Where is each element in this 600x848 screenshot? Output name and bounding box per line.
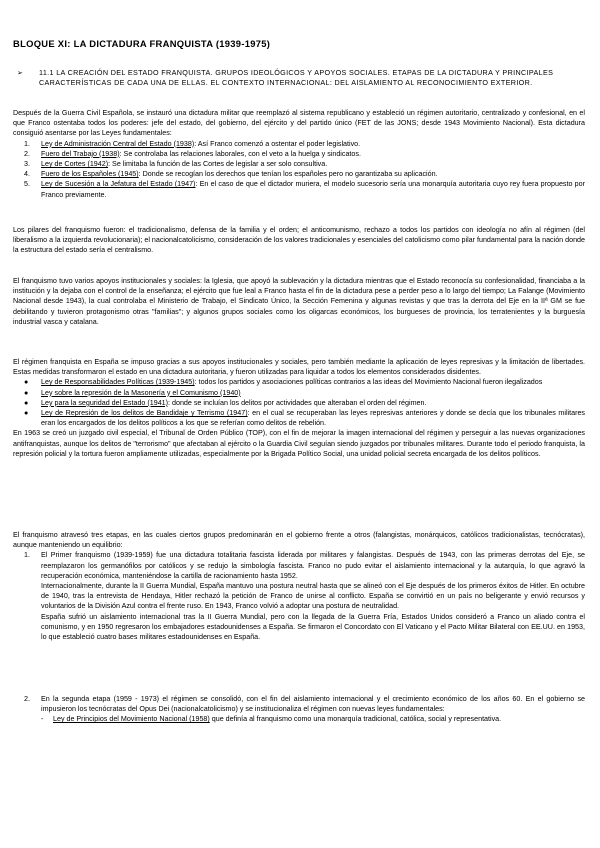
law-name: Ley de Represión de los delitos de Bandidaje y Terrismo (1947) bbox=[41, 409, 248, 418]
pillars-paragraph: Los pilares del franquismo fueron: el tradicionalismo, defensa de la familia y el orden; el anticomunismo, rechazo a todos los partidos con ideología no afín al régimen (del liberalismo a la izquierda revolucionaria); el nacionalcatolicismo, consideración de los valores tradicionales y esenciales del catolicismo como pilar fundamental para la nación donde la estructura del estado sería el centralismo. bbox=[13, 226, 585, 255]
regime-paragraph: El régimen franquista en España se impuso gracias a sus apoyos institucionales y sociales, pero también mediante la aplicación de leyes represivas y la limitación de libertades. Estas medidas transformaron el estado en una dictadura autoritaria, y fueron utilizadas para liquidar a todos los elementos considerados disidentes. bbox=[13, 358, 585, 377]
bullet-icon: ● bbox=[24, 409, 29, 418]
repressive-laws-list bbox=[13, 377, 585, 428]
law-name: Ley de Sucesión a la Jefatura del Estado (1947) bbox=[41, 180, 196, 189]
law-name: Fuero de los Españoles (1945) bbox=[41, 170, 139, 179]
stage-1-international-paragraph: Internacionalmente, durante la II Guerra Mundial, España mantuvo una postura neutral hasta que se alineó con el Eje después de los primeros éxitos de Hitler. En octubre de 1940, tras la entrevista de Hendaya, Hitler rechazó la petición de Franco de unirse al conflicto. España se convirtió en un país no beligerante y envió recursos y voluntarios de la División Azul contra el frente ruso. En 1943, Franco volvió a adoptar una postura de neutralidad. bbox=[41, 582, 585, 611]
section-heading bbox=[17, 68, 583, 87]
law-name: Ley de Administración Central del Estado (1938) bbox=[41, 139, 195, 148]
stage-1: 1. El Primer franquismo (1939-1959) fue una dictadura totalitaria fascista liderada por militares y falangistas. Después de 1943, con las primeras derrotas del Eje, se reemplazaron los germanófilos por católicos y se redujo la simbología fascista. Franco no pudo evitar el aislamiento internacional y la autarquía, lo que agravó la recuperación económica, manteniéndose la cartilla de racionamiento hasta 1952. Internacionalmente, durante la II Guerra Mundial, España mantuvo una postura neutral hasta que se alineó con el Eje después de los primeros éxitos de Hitler. En octubre de 1940, tras la entrevista de Hendaya, Hitler rechazó la petición de Franco de unirse al conflicto. España se convirtió en un país no beligerante y envió recursos y voluntarios de la División Azul contra el frente ruso. En 1943, Franco volvió a adoptar una postura de neutralidad. España sufrió un aislamiento internacional tras la II Guerra Mundial, pero con la llegada de la Guerra Fría, Estados Unidos consideró a Franco un aliado contra el comunismo, y en 1950 regresaron los embajadores estadounidenses a España. Se firmaron el Concordato con El Vaticano y el Pacto Militar Bilateral con EE.UU. en 1953, lo que estableció cuatro bases militares estadounidenses en España. bbox=[24, 551, 585, 642]
supports-paragraph: El franquismo tuvo varios apoyos institucionales y sociales: la Iglesia, que apoyó la sublevación y la dictadura mientras que el Estado reconocía su confesionalidad, financiaba a la institución y la dejaba con el control de la enseñanza; el ejército que fue leal a Franco hasta el fin de la dictadura pese a perder peso a lo largo del tiempo; La Falange (Movimiento Nacional desde 1943), la cual controlaba el Ministerio de Trabajo, el Sindicato Único, la Sección Femenina y algunas revistas y que tras la derrota del Eje en la IIª GM se fue debilitando y tuvieron protagonismo otras "familias"; y algunos grupos sociales como los oligarcas económicos, los burgueses de provincia, los terratenientes y la burguesía industrial vasca y catalana. bbox=[13, 277, 585, 326]
law-name: Ley de Principios del Movimiento Nacional (1958) bbox=[53, 715, 210, 724]
bullet-icon: ● bbox=[24, 378, 29, 387]
stages-block bbox=[13, 530, 585, 642]
top-paragraph: En 1963 se creó un juzgado civil especial, el Tribunal de Orden Público (TOP), con el fin de mejorar la imagen internacional del régimen y perseguir a las nuevas organizaciones antifranquistas, aunque los delitos de "terrorismo" que afectaban al ejército o la Guardia Civil seguían siendo juzgados por tribunales militares. Durante todo el periodo franquista, la represión policial y la tortura fueron ampliamente utilizadas, especialmente por la Brigada Político Social, una unidad policial secreta encargada de los delitos políticos. bbox=[13, 429, 585, 458]
bullet-icon: ● bbox=[24, 388, 29, 397]
stage-1-isolation-paragraph: España sufrió un aislamiento internacional tras la II Guerra Mundial, pero con la llegada de la Guerra Fría, Estados Unidos consideró a Franco un aliado contra el comunismo, y en 1950 regresaron los embajadores estadounidenses a España. Se firmaron el Concordato con El Vaticano y el Pacto Militar Bilateral con EE.UU. en 1953, lo que estableció cuatro bases militares estadounidenses en España. bbox=[41, 612, 585, 642]
list-item: 2. Fuero del Trabajo (1938): Se controlaba las relaciones laborales, con el veto a la huelga y sindicatos. bbox=[24, 149, 361, 158]
list-item: 3. Ley de Cortes (1942): Se limitaba la función de las Cortes de legislar a ser solo consultiva. bbox=[24, 160, 328, 169]
repression-block bbox=[13, 357, 585, 459]
law-name: Ley sobre la represión de la Masonería y el Comunismo (1940) bbox=[41, 388, 241, 397]
stage-2-paragraph: En la segunda etapa (1959 - 1973) el régimen se consolidó, con el fin del aislamiento internacional y el crecimiento económico de los años 60. En el gobierno se impusieron los tecnócratas del Opus Dei (nacionalcatolicismo) y se institucionaliza el régimen con nuevas leyes fundamentales: bbox=[41, 695, 585, 714]
fundamental-laws-list bbox=[13, 139, 585, 200]
list-item: ● Ley para la seguridad del Estado (1941): donde se incluían los delitos por actividades que alteraban el orden del régimen. bbox=[24, 398, 427, 407]
list-item: ● Ley de Represión de los delitos de Bandidaje y Terrismo (1947): en el cual se recuperaban las leyes represivas anteriores y donde se decía que los tribunales militares eran los encargados de los delitos políticos a los que se referían como delitos de rebelión. bbox=[24, 409, 585, 428]
list-item: ● Ley de Responsabilidades Políticas (1939-1945): todos los partidos y asociaciones políticas contrarios a las ideas del Movimiento Nacional fueron ilegalizados bbox=[24, 378, 543, 387]
intro-block bbox=[13, 108, 585, 200]
law-name: Ley para la seguridad del Estado (1941) bbox=[41, 398, 169, 407]
intro-paragraph: Después de la Guerra Civil Española, se instauró una dictadura militar que reemplazó al sistema republicano y estableció un régimen autoritario, centralizado y confesional, en el que Franco ostentaba todos los poderes: jefe del estado, del gobierno, del ejército y del partido único (FET de las JONS; desde 1943 Movimiento Nacional). Esta dictadura consiguió asentarse por las Leyes fundamentales: bbox=[13, 109, 585, 138]
page-title: BLOQUE XI: LA DICTADURA FRANQUISTA (1939-1975) bbox=[13, 38, 271, 49]
stages-intro-paragraph: El franquismo atravesó tres etapas, en las cuales ciertos grupos predominarán en el gobierno frente a otros (falangistas, monárquicos, católicos tradicionalistas, tecnócratas), aunque manteniendo un equilibrio: bbox=[13, 531, 585, 550]
section-heading-text: 11.1 LA CREACIÓN DEL ESTADO FRANQUISTA. GRUPOS IDEOLÓGICOS Y APOYOS SOCIALES. ETAPAS DE LA DICTADURA Y PRINCIPALES CARACTERÍSTICAS DE CADA UNA DE ELLAS. EL CONTEXTO INTERNACIONAL: DEL AISLAMIENTO AL RECONOCIMIENTO EXTERIOR. bbox=[39, 68, 554, 87]
stage-2: 2. En la segunda etapa (1959 - 1973) el régimen se consolidó, con el fin del aislamiento internacional y el crecimiento económico de los años 60. En el gobierno se impusieron los tecnócratas del Opus Dei (nacionalcatolicismo) y se institucionaliza el régimen con nuevas leyes fundamentales: bbox=[24, 695, 585, 714]
list-item: 4. Fuero de los Españoles (1945): Donde se recogían los derechos que tenían los españoles pero no garantizaba su aplicación. bbox=[24, 170, 438, 179]
law-name: Fuero del Trabajo (1938) bbox=[41, 149, 120, 158]
bullet-icon: ● bbox=[24, 398, 29, 407]
dash-bullet: - bbox=[41, 715, 44, 724]
stage-1-paragraph: El Primer franquismo (1939-1959) fue una dictadura totalitaria fascista liderada por militares y falangistas. Después de 1943, con las primeras derrotas del Eje, se reemplazaron los germanófilos por católicos y se redujo la simbología fascista. Franco no pudo evitar el aislamiento internacional y la autarquía, lo que agravó la recuperación económica, manteniéndose la cartilla de racionamiento hasta 1952. bbox=[41, 551, 585, 580]
law-name: Ley de Responsabilidades Políticas (1939-1945) bbox=[41, 378, 195, 387]
list-item bbox=[13, 388, 585, 398]
list-item: - Ley de Principios del Movimiento Nacional (1958) que definía al franquismo como una monarquía tradicional, católica, social y representativa. bbox=[41, 715, 502, 724]
stage-2-block bbox=[13, 694, 585, 725]
arrow-bullet-icon: ➢ bbox=[17, 68, 24, 77]
list-item: 1. Ley de Administración Central del Estado (1938): Así Franco comenzó a ostentar el poder legislativo. bbox=[24, 139, 361, 148]
list-item: 5. Ley de Sucesión a la Jefatura del Estado (1947): En el caso de que el dictador muriera, el modelo sucesorio sería una monarquía autoritaria cuyo rey fuera propuesto por Franco previamente. bbox=[24, 180, 585, 199]
law-name: Ley de Cortes (1942) bbox=[41, 160, 109, 169]
